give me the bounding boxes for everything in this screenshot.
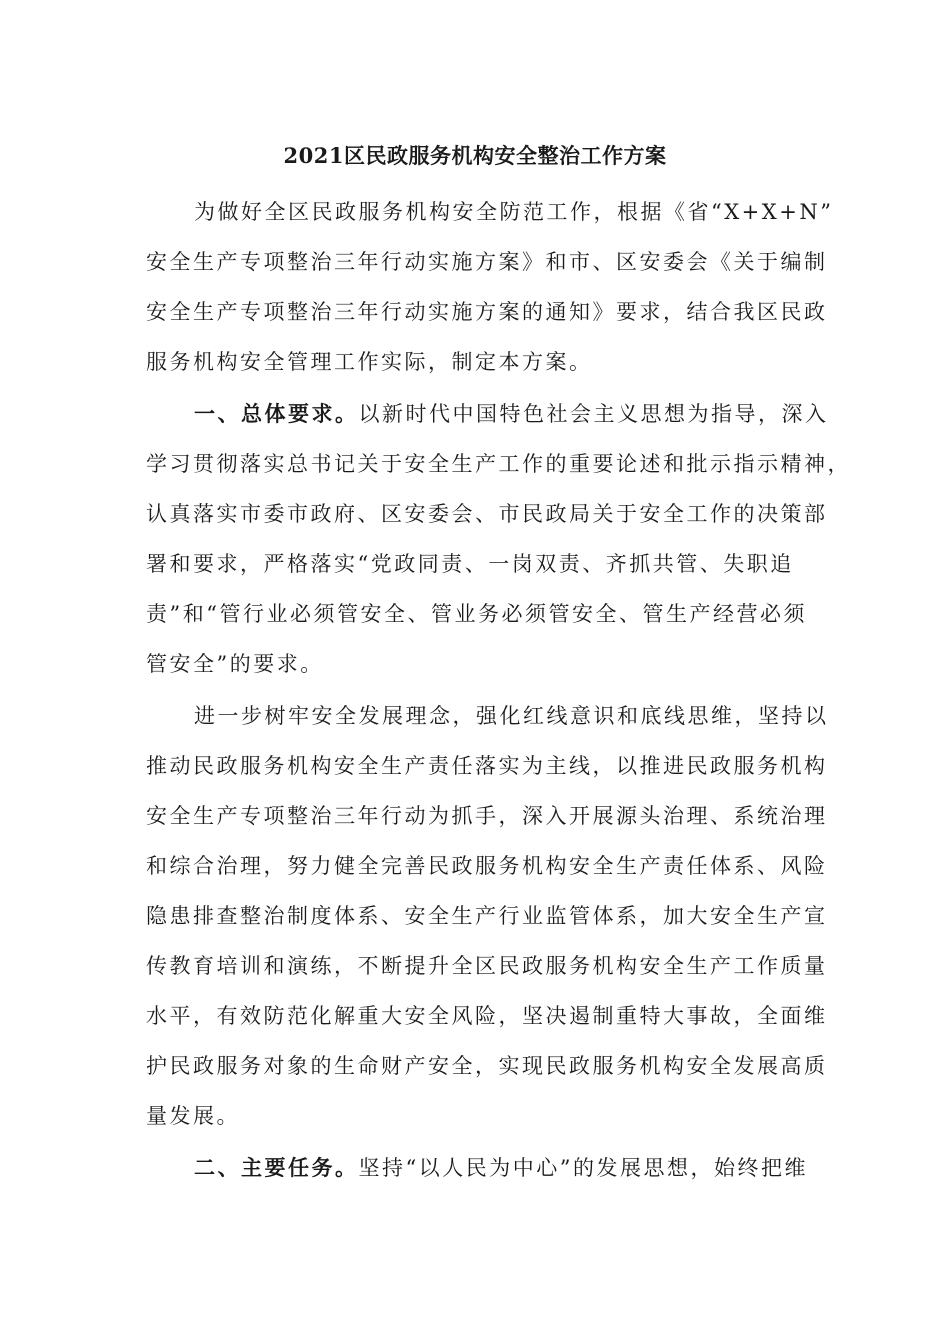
paragraph-line: 传教育培训和演练，不断提升全区民政服务机构安全生产工作质量 bbox=[146, 954, 828, 978]
paragraph-line: 和综合治理，努力健全完善民政服务机构安全生产责任体系、风险 bbox=[146, 854, 828, 878]
section-first-line bbox=[194, 1152, 808, 1184]
paragraph-line: 护民政服务对象的生命财产安全，实现民政服务机构安全发展高质 bbox=[146, 1054, 828, 1078]
paragraph-line: 安全生产专项整治三年行动为抓手，深入开展源头治理、系统治理 bbox=[146, 804, 828, 828]
section-text: 以新时代中国特色社会主义思想为指导，深入 bbox=[358, 402, 829, 426]
paragraph-line: 署和要求，严格落实“党政同责、一岗双责、齐抓共管、失职追 bbox=[146, 552, 794, 576]
paragraph-line: 服务机构安全管理工作实际，制定本方案。 bbox=[146, 350, 593, 374]
section-heading: 二、主要任务。 bbox=[194, 1155, 359, 1180]
document-title: 2021区民政服务机构安全整治工作方案 bbox=[283, 143, 667, 168]
paragraph-line: 管安全”的要求。 bbox=[146, 652, 324, 676]
paragraph-line: 推动民政服务机构安全生产责任落实为主线，以推进民政服务机构 bbox=[146, 754, 828, 778]
paragraph-line: 安全生产专项整治三年行动实施方案》和市、区安委会《关于编制 bbox=[146, 250, 828, 274]
paragraph-line: 认真落实市委市政府、区安委会、市民政局关于安全工作的决策部 bbox=[146, 502, 828, 526]
section-heading: 一、总体要求。 bbox=[194, 401, 359, 426]
paragraph-line: 学习贯彻落实总书记关于安全生产工作的重要论述和批示指示精神， bbox=[146, 452, 851, 476]
paragraph-line: 进一步树牢安全发展理念，强化红线意识和底线思维，坚持以 bbox=[194, 704, 829, 728]
paragraph-line: 责”和“管行业必须管安全、管业务必须管安全、管生产经营必须 bbox=[146, 602, 807, 626]
section-text: 坚持“以人民为中心”的发展思想，始终把维 bbox=[358, 1156, 808, 1180]
paragraph-line: 隐患排查整治制度体系、安全生产行业监管体系，加大安全生产宣 bbox=[146, 904, 828, 928]
paragraph-line: 安全生产专项整治三年行动实施方案的通知》要求，结合我区民政 bbox=[146, 300, 828, 324]
paragraph-line: 量发展。 bbox=[146, 1104, 240, 1128]
section-first-line bbox=[194, 398, 829, 430]
paragraph-line: 水平，有效防范化解重大安全风险，坚决遏制重特大事故，全面维 bbox=[146, 1004, 828, 1028]
paragraph-line: 为做好全区民政服务机构安全防范工作，根据《省“X+X+N” bbox=[194, 200, 834, 224]
